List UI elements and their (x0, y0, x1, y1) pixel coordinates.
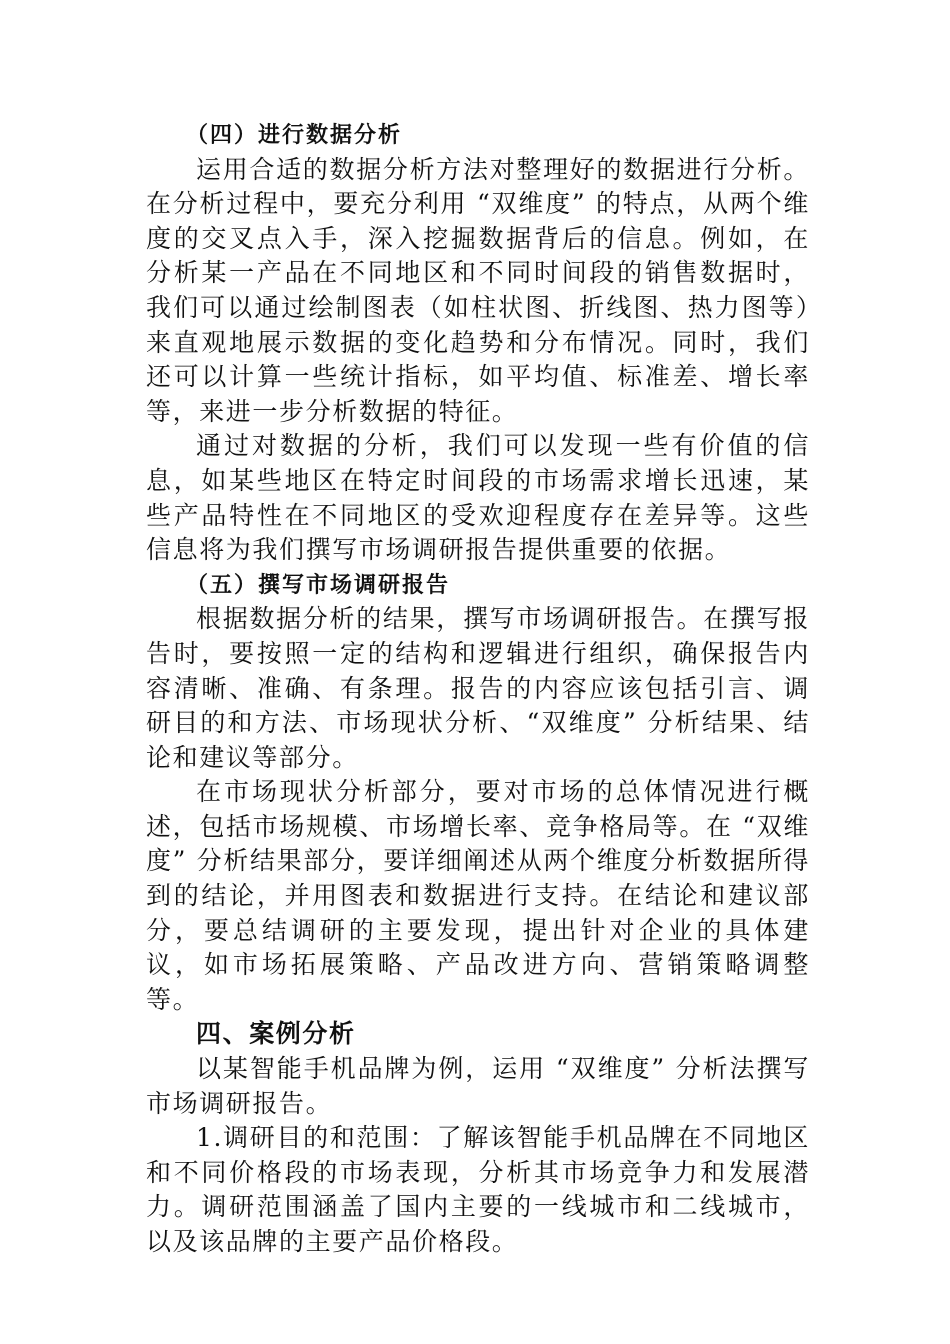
paragraph-data-analysis-method: 运用合适的数据分析方法对整理好的数据进行分析。在分析过程中，要充分利用 “双维度” 的特点，从两个维度的交叉点入手，深入挖掘数据背后的信息。例如，在分析某一产品在不同地区和不同时间段的销售数据时，我们可以通过绘制图表（如柱状图、折线图、热力图等）来直观地展示数据的变化趋势和分布情况。同时，我们还可以计算一些统计指标，如平均值、标准差、增长率等，来进一步分析数据的特征。 (146, 154, 810, 426)
paragraph-case-scope: 1.调研目的和范围：了解该智能手机品牌在不同地区和不同价格段的市场表现，分析其市场竞争力和发展潜力。调研范围涵盖了国内主要的一线城市和二线城市，以及该品牌的主要产品价格段。 (146, 1123, 810, 1256)
section-heading-write-report: （五）撰写市场调研报告 (186, 571, 451, 598)
document-page (146, 118, 810, 1260)
paragraph-data-analysis-findings: 通过对数据的分析，我们可以发现一些有价值的信息，如某些地区在特定时间段的市场需求增长迅速，某些产品特性在不同地区的受欢迎程度存在差异等。这些信息将为我们撰写市场调研报告提供重要的依据。 (146, 431, 810, 565)
paragraph-report-content: 在市场现状分析部分，要对市场的总体情况进行概述，包括市场规模、市场增长率、竞争格局等。在 “双维度” 分析结果部分，要详细阐述从两个维度分析数据所得到的结论，并用图表和数据进行支持。在结论和建议部分，要总结调研的主要发现，提出针对企业的具体建议，如市场拓展策略、产品改进方向、营销策略调整等。 (146, 777, 810, 1014)
section-heading-data-analysis: （四）进行数据分析 (186, 122, 403, 148)
section-heading-case-study: 四、案例分析 (196, 1019, 356, 1049)
paragraph-report-structure: 根据数据分析的结果，撰写市场调研报告。在撰写报告时，要按照一定的结构和逻辑进行组织，确保报告内容清晰、准确、有条理。报告的内容应该包括引言、调研目的和方法、市场现状分析、“双维度” 分析结果、结论和建议等部分。 (146, 604, 810, 772)
paragraph-case-intro: 以某智能手机品牌为例，运用 “双维度” 分析法撰写市场调研报告。 (146, 1054, 810, 1118)
